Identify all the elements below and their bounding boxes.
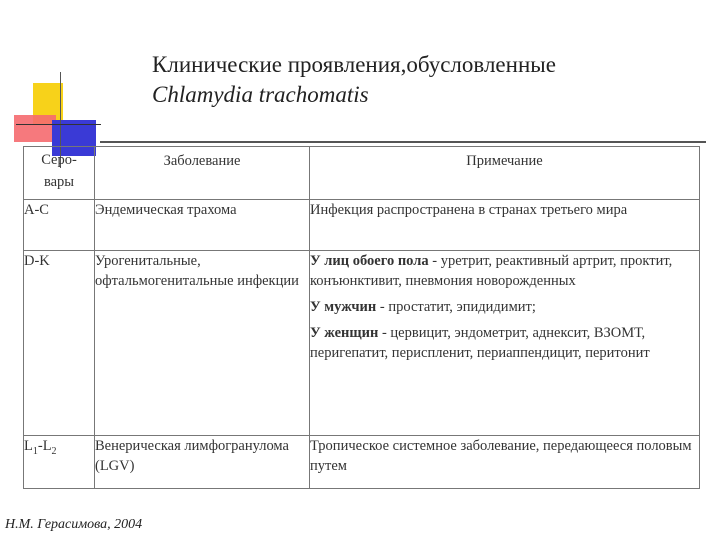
note-women-label: У женщин xyxy=(310,325,379,341)
cell-note xyxy=(310,251,700,436)
note-men-label: У мужчин xyxy=(310,299,377,315)
cell-serovar: A-C xyxy=(24,200,95,251)
cell-serovar xyxy=(24,436,95,489)
clinical-table xyxy=(23,146,700,489)
header-disease: Заболевание xyxy=(95,147,310,200)
note-both-label: У лиц обоего пола xyxy=(310,253,429,269)
cell-note: Тропическое системное заболевание, передающееся половым путем xyxy=(310,436,700,489)
title-line-2: Chlamydia trachomatis xyxy=(152,82,369,107)
serovar-sub-1: 1 xyxy=(32,445,38,457)
note-women-text: - цервицит, эндометрит, аднексит, ВЗОМТ, перигепатит, периспленит, периаппендицит, перитонит xyxy=(310,325,650,361)
header-serovars-line1: Серо- xyxy=(41,152,77,168)
table-row xyxy=(24,251,700,436)
header-serovars xyxy=(24,147,95,200)
note-men-text: - простатит, эпидидимит; xyxy=(376,299,536,315)
decor-horizontal-line xyxy=(16,124,101,125)
author-credit: Н.М. Герасимова, 2004 xyxy=(5,517,143,532)
note-both-text: - уретрит, реактивный артрит, проктит, конъюнктивит, пневмония новорожденных xyxy=(310,253,673,289)
title-underline xyxy=(100,141,706,143)
note-women xyxy=(310,323,699,363)
header-serovars-line2: вары xyxy=(43,174,75,190)
table-row xyxy=(24,436,700,489)
note-men xyxy=(310,297,699,317)
table-row xyxy=(24,200,700,251)
decor-red-square xyxy=(14,115,56,142)
table-header-row xyxy=(24,147,700,200)
slide-title xyxy=(152,50,556,110)
cell-note: Инфекция распространена в странах третьего мира xyxy=(310,200,700,251)
serovar-dash-l: -L xyxy=(37,438,52,454)
cell-disease: Эндемическая трахома xyxy=(95,200,310,251)
header-note: Примечание xyxy=(310,147,700,200)
note-both-sexes xyxy=(310,251,699,291)
cell-serovar: D-K xyxy=(24,251,95,436)
serovar-l: L xyxy=(24,438,33,454)
serovar-sub-2: 2 xyxy=(51,445,57,457)
title-line-1: Клинические проявления,обусловленные xyxy=(152,52,556,77)
cell-disease: Венерическая лимфогранулома (LGV) xyxy=(95,436,310,489)
cell-disease: Урогенитальные, офтальмогенитальные инфекции xyxy=(95,251,310,436)
